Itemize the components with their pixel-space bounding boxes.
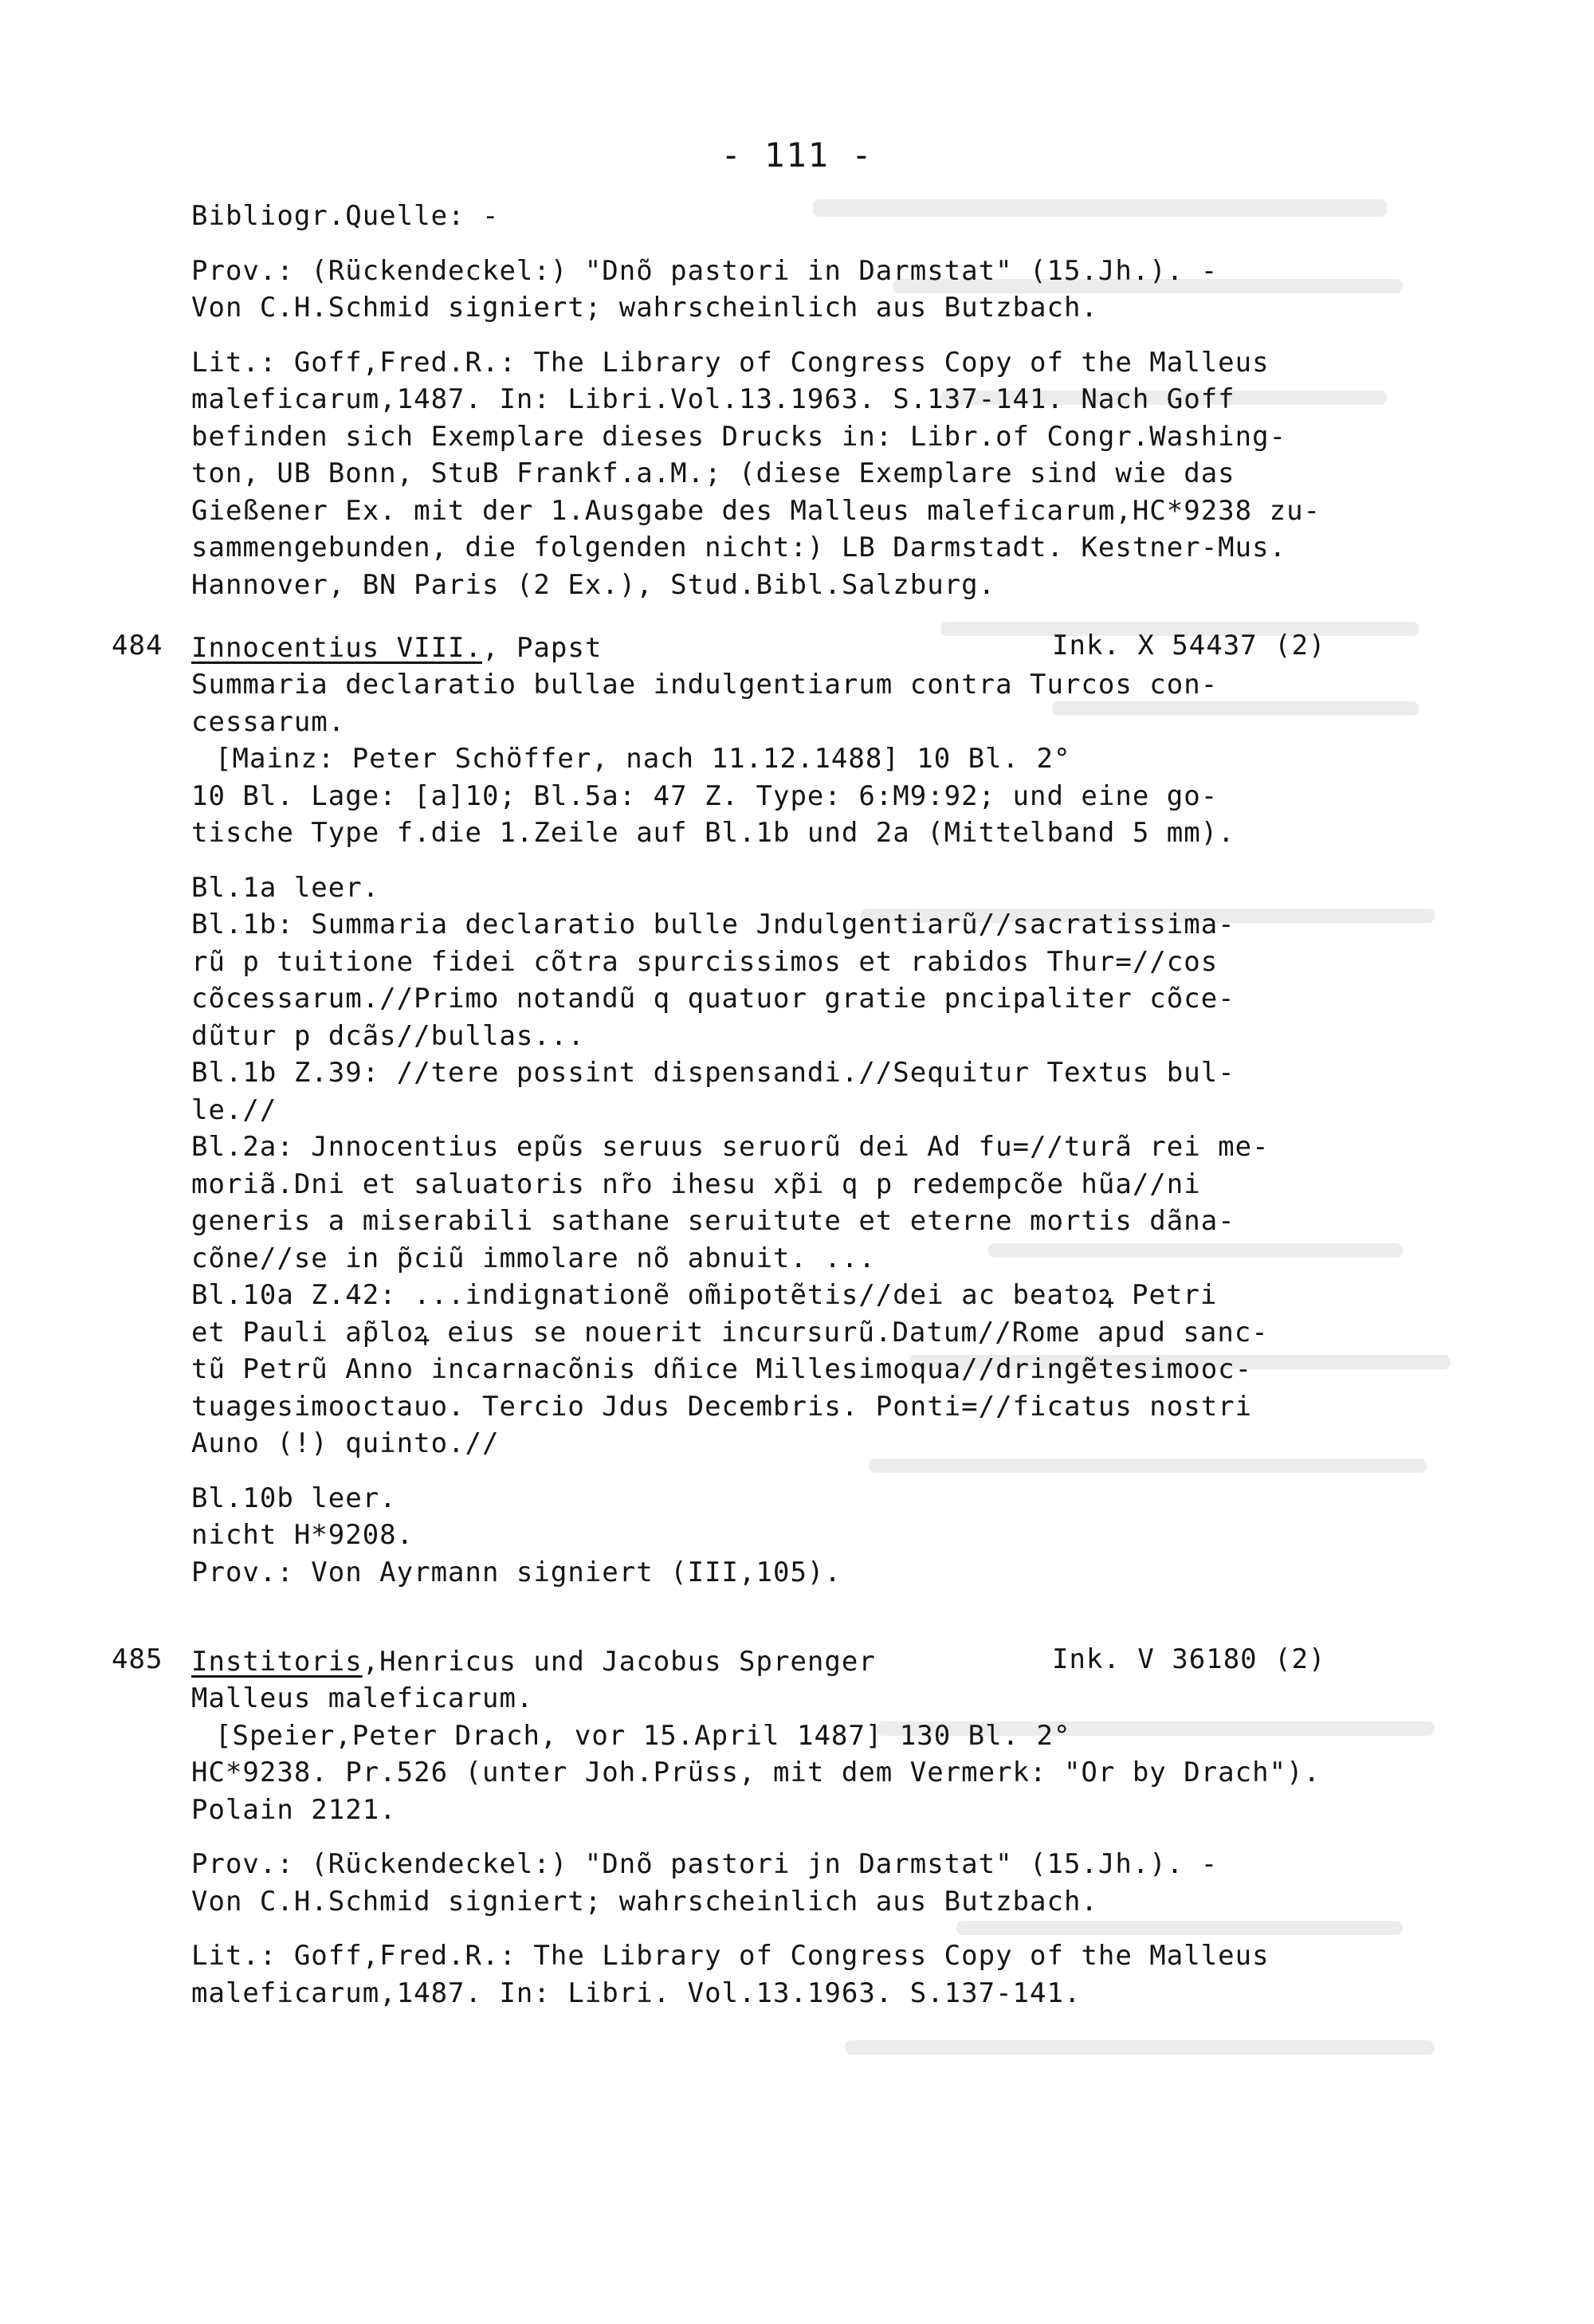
text-line: befinden sich Exemplare dieses Drucks in: Libr.of Congr.Washing- xyxy=(191,420,1287,453)
text-line: Gießener Ex. mit der 1.Ausgabe des Malleus maleficarum,HC*9238 zu- xyxy=(191,494,1321,527)
text-line: rũ p tuitione fidei cõtra spurcissimos et rabidos Thur=//cos xyxy=(191,945,1219,978)
text-line: Auno (!) quinto.// xyxy=(191,1427,500,1459)
text-line: maleficarum,1487. In: Libri.Vol.13.1963. S.137-141. Nach Goff xyxy=(191,383,1235,415)
entry-484-author-suffix: , Papst xyxy=(482,632,603,664)
text-line: [Mainz: Peter Schöffer, nach 11.12.1488] 10 Bl. 2° xyxy=(215,743,1071,775)
page-number: - 111 - xyxy=(720,135,874,175)
text-line: Von C.H.Schmid signiert; wahrscheinlich aus Butzbach. xyxy=(191,292,1098,324)
text-line xyxy=(191,1920,1435,1937)
text-line: 10 Bl. Lage: [a]10; Bl.5a: 47 Z. Type: 6:M9:92; und eine go- xyxy=(191,779,1219,812)
text-line xyxy=(191,327,1435,344)
text-line: Summaria declaratio bullae indulgentiarum contra Turcos con- xyxy=(191,669,1219,701)
text-line: cessarum. xyxy=(191,705,346,738)
text-line: Bl.1a leer. xyxy=(191,871,380,904)
entry-484-body xyxy=(191,666,1435,1591)
entry-485-body xyxy=(191,1680,1435,2012)
text-line: Malleus maleficarum. xyxy=(191,1682,534,1714)
text-line xyxy=(191,1462,1435,1480)
text-line: nicht H*9208. xyxy=(191,1519,414,1551)
text-line: ton, UB Bonn, StuB Frankf.a.M.; (diese Exemplare sind wie das xyxy=(191,457,1235,489)
text-line: Prov.: (Rückendeckel:) "Dnõ pastori in Darmstat" (15.Jh.). - xyxy=(191,254,1219,287)
text-line: et Pauli ap̃loꝝ eius se nouerit incursurũ.Datum//Rome apud sanc- xyxy=(191,1316,1269,1348)
text-line: Bl.10b leer. xyxy=(191,1482,397,1514)
text-line: dũtur p dcãs//bullas... xyxy=(191,1019,585,1052)
entry-485-author-suffix: ,Henricus und Jacobus Sprenger xyxy=(362,1646,876,1678)
text-line: Lit.: Goff,Fred.R.: The Library of Congress Copy of the Malleus xyxy=(191,346,1270,379)
text-line: Bl.1b: Summaria declaratio bulle Jndulgentiarũ//sacratissima- xyxy=(191,909,1235,940)
text-line: cõcessarum.//Primo notandũ q quatuor gratie pncipaliter cõce- xyxy=(191,983,1235,1015)
text-line: Prov.: (Rückendeckel:) "Dnõ pastori jn Darmstat" (15.Jh.). - xyxy=(191,1848,1219,1880)
text-line: Prov.: Von Ayrmann signiert (III,105). xyxy=(191,1556,842,1588)
entry-484-number: 484 xyxy=(112,630,163,661)
text-line: Bibliogr.Quelle: - xyxy=(191,200,500,232)
entry-484-author: Innocentius VIII. xyxy=(191,632,482,664)
text-line: cõne//se in p̃ciũ immolare nõ abnuit. ... xyxy=(191,1242,876,1274)
text-line: Von C.H.Schmid signiert; wahrscheinlich aus Butzbach. xyxy=(191,1885,1098,1918)
previous-entry-continuation xyxy=(191,198,1435,603)
text-line: generis a miserabili sathane seruitute et eterne mortis dãna- xyxy=(191,1205,1235,1237)
entry-484-shelfmark: Ink. X 54437 (2) xyxy=(1052,630,1326,661)
text-line: le.// xyxy=(191,1093,277,1126)
text-line: sammengebunden, die folgenden nicht:) LB Darmstadt. Kestner-Mus. xyxy=(191,532,1287,563)
text-line xyxy=(191,852,1435,870)
text-line: moriã.Dni et saluatoris nr̃o ihesu xp̃i q p redempcõe hũa//ni xyxy=(191,1168,1201,1200)
entry-485-shelfmark: Ink. V 36180 (2) xyxy=(1052,1643,1326,1675)
text-line xyxy=(191,1828,1435,1846)
text-line xyxy=(191,235,1435,253)
entry-485-author: Institoris xyxy=(191,1646,363,1678)
entry-485-number: 485 xyxy=(112,1643,163,1675)
text-line: Polain 2121. xyxy=(191,1793,397,1826)
text-line: tuagesimooctauo. Tercio Jdus Decembris. Ponti=//ficatus nostri xyxy=(191,1390,1253,1423)
text-line: [Speier,Peter Drach, vor 15.April 1487] 130 Bl. 2° xyxy=(215,1719,1071,1752)
text-line: Lit.: Goff,Fred.R.: The Library of Congress Copy of the Malleus xyxy=(191,1940,1270,1972)
text-line: Bl.1b Z.39: //tere possint dispensandi.//Sequitur Textus bul- xyxy=(191,1057,1235,1089)
text-line: tũ Petrũ Anno incarnacõnis dñice Millesimoqua//dringẽtesimooc- xyxy=(191,1353,1253,1385)
text-line: Bl.2a: Jnnocentius epũs seruus seruorũ dei Ad fu=//turã rei me- xyxy=(191,1131,1270,1163)
text-line: Hannover, BN Paris (2 Ex.), Stud.Bibl.Salzburg. xyxy=(191,568,996,601)
text-line: HC*9238. Pr.526 (unter Joh.Prüss, mit dem Vermerk: "Or by Drach"). xyxy=(191,1757,1321,1788)
text-line: Bl.10a Z.42: ...indignationẽ om̃ipotẽtis//dei ac beatoꝝ Petri xyxy=(191,1279,1218,1311)
text-line: maleficarum,1487. In: Libri. Vol.13.1963. S.137-141. xyxy=(191,1977,1082,2009)
text-line: tische Type f.die 1.Zeile auf Bl.1b und 2a (Mittelband 5 mm). xyxy=(191,817,1235,849)
